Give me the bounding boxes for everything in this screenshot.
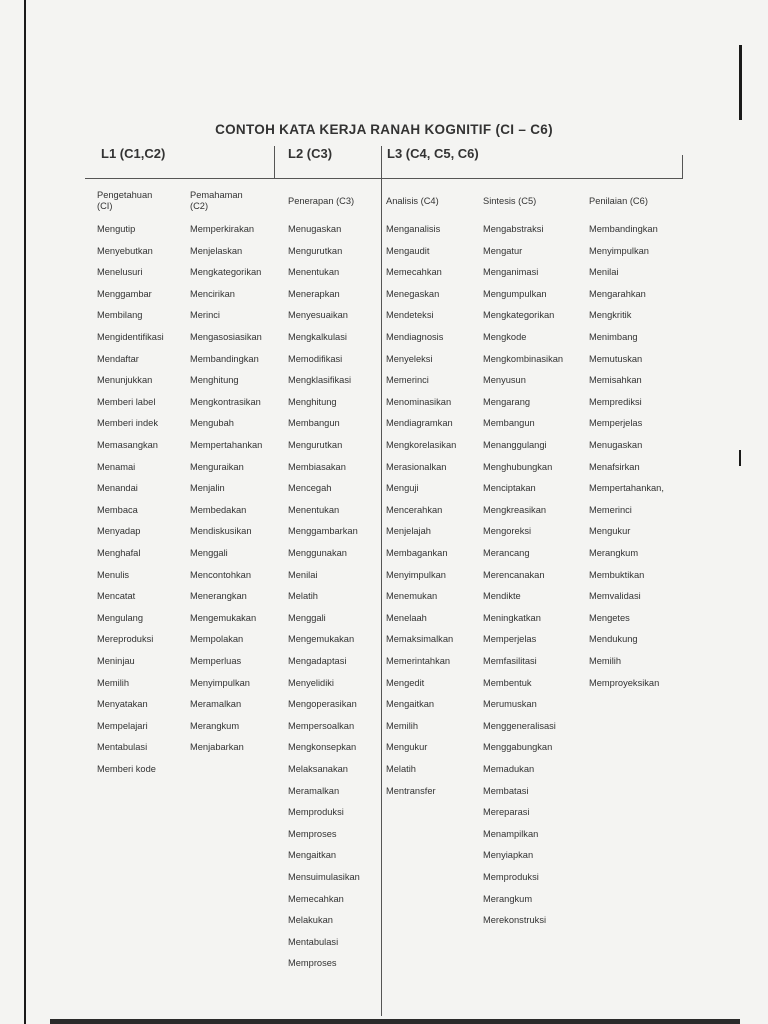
verb-item: Menegaskan [386,288,440,299]
verb-item: Mengaudit [386,245,430,256]
verb-item: Menghitung [288,396,337,407]
level-l3-heading: L3 (C4, C5, C6) [387,146,479,161]
verb-item: Menggabungkan [483,742,553,753]
verb-item: Menerapkan [288,288,340,299]
verb-item: Menilai [589,267,619,278]
verb-item: Menelusuri [97,267,143,278]
verb-item: Memperjelas [483,634,537,645]
verb-item: Mendiskusikan [190,526,252,537]
verb-item: Membandingkan [589,224,658,234]
verb-item: Membedakan [190,504,247,515]
verb-item: Menyesuaikan [288,310,348,321]
verb-item: Membangun [483,418,535,429]
verb-item: Menghitung [190,375,239,386]
verb-item: Menyusun [483,375,526,386]
verb-item: Menguraikan [190,461,244,472]
verb-item: Menafsirkan [589,461,640,472]
verb-item: Merasionalkan [386,461,447,472]
verb-item: Memecahkan [288,893,344,904]
verb-item: Menjabarkan [190,742,244,753]
verb-item: Menggeneralisasi [483,720,556,731]
verb-item: Mengemukakan [288,634,355,645]
verb-item: Merangkum [483,893,533,904]
verb-item: Mengkontrasikan [190,396,261,407]
verb-item: Meramalkan [288,785,340,796]
verb-item: Memproses [288,958,337,969]
verb-item: Menelaah [386,612,427,623]
verb-item: Menulis [97,569,130,580]
verb-item: Mengemukakan [190,612,257,623]
verb-item: Memasangkan [97,440,158,450]
column-pengetahuan [97,190,164,774]
verb-item: Memfasilitasi [483,656,537,666]
verb-item: Mengaitkan [288,850,337,861]
verb-item: Merangkum [589,548,639,558]
scan-edge-right [739,45,742,120]
verb-item: Membuktikan [589,569,645,580]
verb-item: Mengkorelasikan [386,440,457,450]
verb-item: Mensuimulasikan [288,872,360,882]
verb-item: Menyatakan [97,699,148,710]
verb-item: Menunjukkan [97,375,153,386]
verb-item: Melaksanakan [288,764,348,774]
verb-item: Mengadaptasi [288,656,347,666]
verb-item: Mengkombinasikan [483,353,564,364]
verb-item: Meramalkan [190,699,242,710]
verb-item: Mempertahankan [190,440,263,450]
column-header: Penerapan (C3) [288,196,355,206]
column-header: Pemahaman (C2) [190,190,243,211]
verb-item: Menugaskan [288,224,342,234]
verb-item: Menciptakan [483,483,536,494]
verb-item: Menyadap [97,526,141,537]
verb-item: Mengulang [97,612,144,623]
verb-item: Merekonstruksi [483,915,547,926]
verb-item: Memberi label [97,396,156,407]
verb-item: Mempolakan [190,634,244,645]
verb-item: Memproyeksikan [589,677,660,688]
verb-item: Mengarang [483,396,531,407]
verb-item: Menerangkan [190,591,247,602]
header-rule [85,178,683,179]
verb-item: Mengkritik [589,310,632,321]
verb-item: Memilih [386,720,419,731]
verb-item: Mendiagramkan [386,418,453,429]
verb-item: Mentabulasi [288,936,339,947]
verb-item: Mencatat [97,591,136,602]
verb-item: Menemukan [386,591,438,602]
verb-item: Mengutip [97,224,136,234]
verb-item: Menyebutkan [97,245,153,256]
column-sintesis [483,190,564,926]
verb-item: Menampilkan [483,828,539,839]
scan-edge-right-mark [739,450,741,466]
verb-item: Menyeleksi [386,353,433,364]
verb-item: Menandai [97,483,138,494]
level-l2-heading: L2 (C3) [288,146,333,161]
verb-item: Menggambar [97,288,152,299]
verb-item: Menggali [190,548,228,558]
verb-item: Membangun [288,418,340,429]
verb-item: Mengarahkan [589,288,646,299]
column-analisis [386,190,457,796]
verb-item: Menyiapkan [483,850,534,861]
verb-item: Menyimpulkan [589,245,649,256]
verb-item: Melatih [386,764,416,774]
verb-item: Mengoreksi [483,526,532,537]
verb-item: Mengurutkan [288,245,343,256]
verb-item: Merumuskan [483,699,537,710]
verb-item: Mendiagnosis [386,332,444,342]
verb-item: Menyimpulkan [190,677,250,688]
verb-item: Memvalidasi [589,591,641,602]
verb-item: Memproduksi [288,807,344,818]
verb-item: Meningkatkan [483,612,541,623]
verb-item: Menilai [288,569,318,580]
verb-item: Membagankan [386,548,448,558]
verb-item: Mengurutkan [288,440,343,450]
verb-item: Meninjau [97,656,135,666]
verb-item: Mendikte [483,591,521,602]
verb-item: Memperjelas [589,418,643,429]
verb-item: Menominasikan [386,396,452,407]
verb-item: Menugaskan [589,440,643,450]
verb-item: Mencirikan [190,288,235,299]
verb-item: Mencerahkan [386,504,443,515]
column-header: Pengetahuan (CI) [97,190,153,211]
verb-item: Menentukan [288,267,340,278]
verb-item: Mendukung [589,634,638,645]
verb-item: Mengumpulkan [483,288,547,299]
divider-l2-l3 [381,146,382,1016]
verb-item: Membaca [97,504,138,515]
column-pemahaman [190,190,263,753]
verb-item: Membandingkan [190,353,259,364]
verb-item: Menghafal [97,548,141,558]
verb-item: Memisahkan [589,375,642,386]
verb-item: Merancang [483,548,530,558]
verb-item: Memerinci [386,375,429,386]
verb-item: Merinci [190,310,220,321]
verb-item: Menimbang [589,332,638,342]
verb-item: Membentuk [483,677,532,688]
verb-item: Mengubah [190,418,234,429]
verb-item: Menyimpulkan [386,569,446,580]
verb-item: Merangkum [190,720,240,731]
verb-item: Memproses [288,828,337,839]
verb-item: Mengkode [483,332,527,342]
verb-item: Mentransfer [386,785,436,796]
verb-item: Menguji [386,483,419,494]
verb-item: Mengukur [589,526,631,537]
verb-item: Membatasi [483,785,529,796]
level-l1-heading: L1 (C1,C2) [101,146,166,161]
verb-item: Mempersoalkan [288,720,355,731]
verb-item: Menanggulangi [483,440,547,450]
verb-item: Menganalisis [386,224,441,234]
verb-item: Mengkonsepkan [288,742,357,753]
column-penerapan [288,190,360,969]
verb-item: Memperluas [190,656,242,666]
verb-item: Menentukan [288,504,340,515]
column-header: Sintesis (C5) [483,196,537,206]
verb-item: Menghubungkan [483,461,553,472]
scan-edge-left [24,0,26,1024]
verb-item: Menggali [288,612,326,623]
verb-item: Memodifikasi [288,353,343,364]
scan-bottom-edge [50,1019,740,1024]
column-header: Penilaian (C6) [589,196,648,206]
verb-item: Memperkirakan [190,224,255,234]
verb-item: Mengabstraksi [483,224,544,234]
verb-item: Menggambarkan [288,526,358,537]
verb-item: Mereparasi [483,807,530,818]
verb-item: Memprediksi [589,396,642,407]
verb-item: Menganimasi [483,267,539,278]
verb-item: Mencontohkan [190,569,251,580]
verb-item: Menyelidiki [288,677,334,688]
verb-item: Memilih [97,677,130,688]
verb-item: Memproduksi [483,872,539,882]
verb-item: Mentabulasi [97,742,148,753]
verb-item: Mengatur [483,245,523,256]
verb-item: Mengkategorikan [483,310,555,321]
verb-item: Mempertahankan, [589,483,664,494]
verb-item: Mengkalkulasi [288,332,347,342]
verb-item: Mengukur [386,742,428,753]
verb-item: Mencegah [288,483,332,494]
verb-item: Mengkreasikan [483,504,547,515]
document-title: CONTOH KATA KERJA RANAH KOGNITIF (CI – C6) [215,122,553,137]
verb-item: Memberi indek [97,418,158,429]
verb-item: Mempelajari [97,720,148,731]
divider-right-top [682,155,683,179]
verb-item: Mereproduksi [97,634,154,645]
verb-item: Memecahkan [386,267,442,278]
verb-item: Mendaftar [97,353,139,364]
verb-item: Menjalin [190,483,225,494]
verb-item: Mengoperasikan [288,699,357,710]
verb-item: Mengedit [386,677,425,688]
verb-item: Memerintahkan [386,656,451,666]
verb-item: Mengidentifikasi [97,332,164,342]
verb-item: Memilih [589,656,622,666]
verb-item: Membiasakan [288,461,346,472]
verb-item: Mengkategorikan [190,267,262,278]
column-header: Analisis (C4) [386,196,439,206]
verb-item: Mengaitkan [386,699,435,710]
verb-item: Menggunakan [288,548,347,558]
verb-item: Menjelajah [386,526,431,537]
verb-item: Memberi kode [97,764,156,774]
verb-item: Melatih [288,591,318,602]
verb-item: Memadukan [483,764,535,774]
verb-item: Memerinci [589,504,632,515]
column-penilaian [589,190,664,688]
verb-item: Merencanakan [483,569,545,580]
verb-item: Memaksimalkan [386,634,454,645]
verb-item: Menamai [97,461,136,472]
verb-item: Mengklasifikasi [288,375,352,386]
verb-item: Membilang [97,310,143,321]
verb-item: Mengasosiasikan [190,332,262,342]
divider-l1-l2-top [274,146,275,178]
verb-item: Memutuskan [589,353,643,364]
verb-item: Mengetes [589,612,630,623]
verb-item: Menjelaskan [190,245,243,256]
verb-item: Melakukan [288,915,333,926]
verb-item: Mendeteksi [386,310,434,321]
